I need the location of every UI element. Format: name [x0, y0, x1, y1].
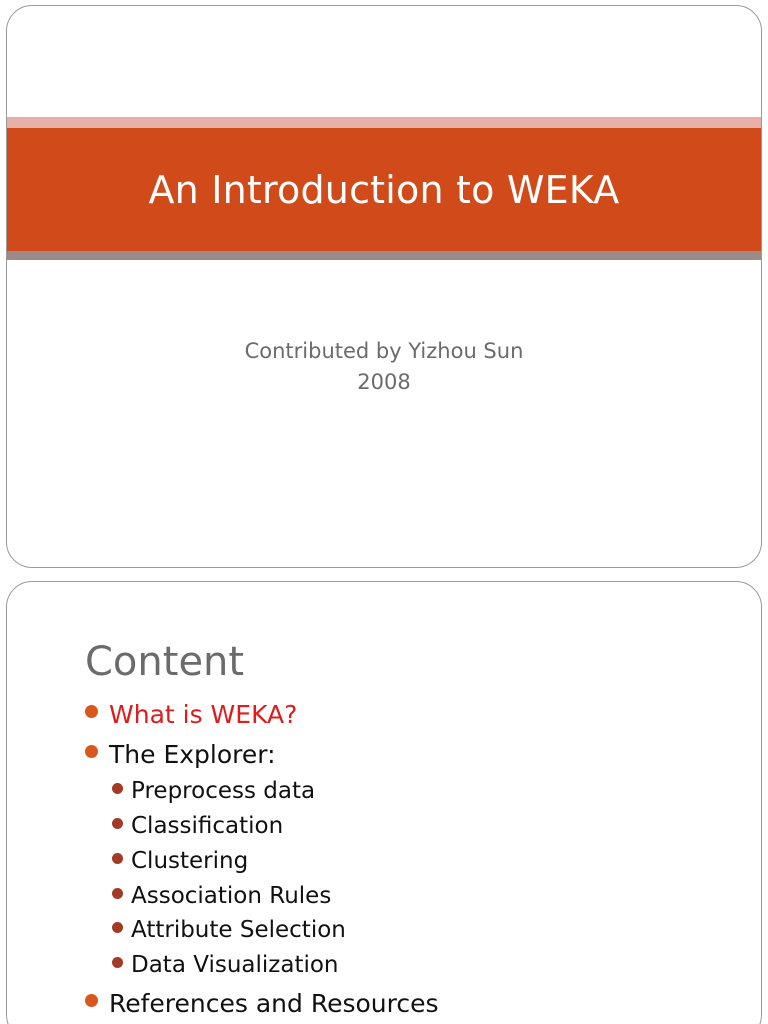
subtitle-author: Contributed by Yizhou Sun [244, 339, 524, 363]
sub-bullet-dot-icon [112, 957, 123, 968]
bullet-references-and-resources [85, 989, 439, 1018]
sub-bullet-clustering [112, 848, 248, 874]
bullet-text: Data Visualization [131, 952, 339, 978]
bullet-dot-icon [85, 745, 98, 758]
sub-bullet-association-rules [112, 883, 331, 909]
title-band-bottom-stripe [7, 251, 761, 260]
sub-bullet-dot-icon [112, 818, 123, 829]
bullet-what-is-weka [85, 700, 297, 729]
sub-bullet-dot-icon [112, 783, 123, 794]
sub-bullet-preprocess-data [112, 778, 315, 804]
bullet-text: Attribute Selection [131, 917, 346, 943]
title-band [7, 128, 761, 251]
slide-title: An Introduction to WEKA [148, 167, 620, 212]
sub-bullet-attribute-selection [112, 917, 346, 943]
sub-bullet-dot-icon [112, 888, 123, 899]
bullet-text: Association Rules [131, 883, 332, 909]
bullet-dot-icon [85, 994, 98, 1007]
title-band-top-stripe [7, 117, 761, 128]
bullet-dot-icon [85, 705, 98, 718]
bullet-text: The Explorer: [109, 740, 276, 769]
bullet-text: Preprocess data [131, 778, 316, 804]
sub-bullet-classification [112, 813, 283, 839]
bullet-text: Classification [131, 813, 284, 839]
sub-bullet-dot-icon [112, 853, 123, 864]
bullet-the-explorer [85, 740, 276, 769]
bullet-text: What is WEKA? [109, 700, 298, 729]
content-heading: Content [85, 639, 245, 685]
subtitle-year: 2008 [357, 370, 411, 394]
sub-bullet-data-visualization [112, 952, 339, 978]
bullet-text: Clustering [131, 848, 249, 874]
content-slide [6, 581, 762, 1024]
bullet-text: References and Resources [109, 989, 439, 1018]
sub-bullet-dot-icon [112, 922, 123, 933]
title-slide [6, 5, 762, 568]
